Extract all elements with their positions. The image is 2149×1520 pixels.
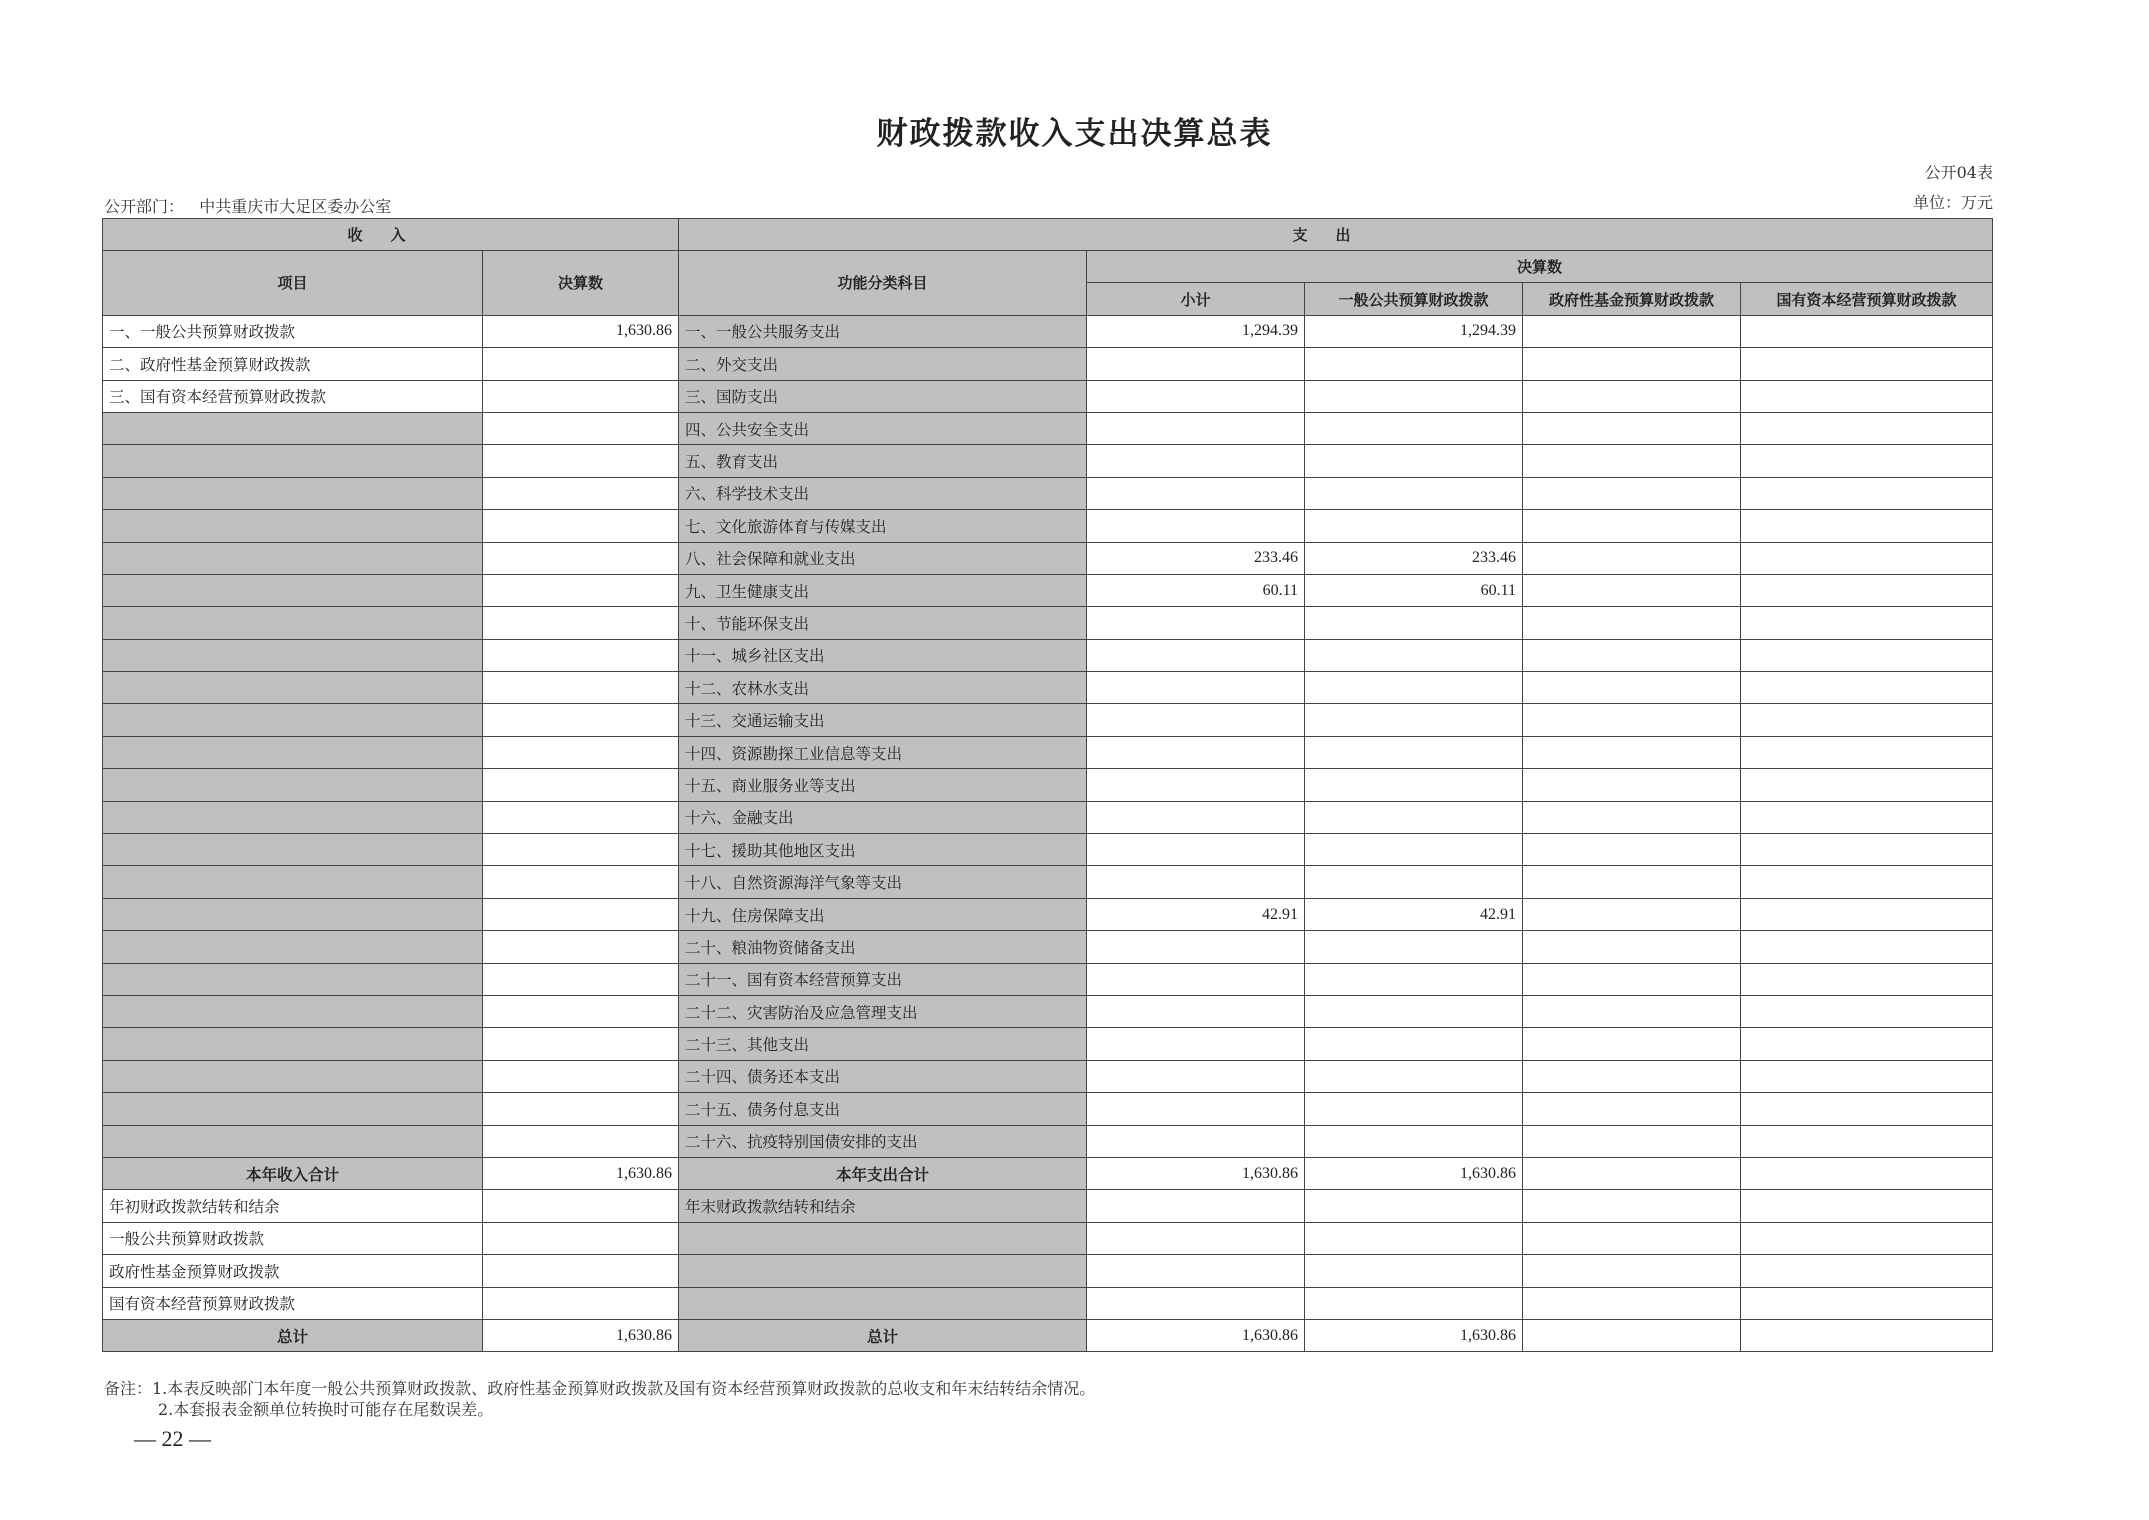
subtotal-value bbox=[1087, 866, 1305, 898]
general-budget-value bbox=[1305, 704, 1523, 736]
soe-capital-value bbox=[1741, 1255, 1993, 1287]
gov-fund-value bbox=[1523, 866, 1741, 898]
table-row bbox=[103, 380, 1993, 412]
expense-section-header: 支出 bbox=[679, 219, 1993, 251]
gov-fund-value bbox=[1523, 445, 1741, 477]
soe-capital-value bbox=[1741, 1060, 1993, 1092]
gov-fund-value bbox=[1523, 1287, 1741, 1319]
subtotal-value bbox=[1087, 1028, 1305, 1060]
soe-capital-value bbox=[1741, 1157, 1993, 1189]
income-label bbox=[103, 704, 483, 736]
gov-fund-value bbox=[1523, 380, 1741, 412]
soe-capital-header: 国有资本经营预算财政拨款 bbox=[1741, 283, 1993, 315]
income-value bbox=[483, 866, 679, 898]
expense-label: 二十、粮油物资储备支出 bbox=[679, 931, 1087, 963]
income-label bbox=[103, 607, 483, 639]
expense-label: 八、社会保障和就业支出 bbox=[679, 542, 1087, 574]
income-value bbox=[483, 1093, 679, 1125]
table-row bbox=[103, 445, 1993, 477]
soe-capital-value bbox=[1741, 866, 1993, 898]
carryover-row bbox=[103, 1222, 1993, 1254]
table-row bbox=[103, 801, 1993, 833]
expense-label: 本年支出合计 bbox=[679, 1157, 1087, 1189]
table-number: 公开04表 bbox=[1924, 163, 1993, 182]
income-value bbox=[483, 801, 679, 833]
table-row bbox=[103, 995, 1993, 1027]
subtotal-value bbox=[1087, 963, 1305, 995]
carryover-row bbox=[103, 1190, 1993, 1222]
subtotal-value: 1,630.86 bbox=[1087, 1319, 1305, 1351]
gov-fund-value bbox=[1523, 348, 1741, 380]
soe-capital-value bbox=[1741, 1287, 1993, 1319]
gov-fund-value bbox=[1523, 963, 1741, 995]
subtotal-value: 233.46 bbox=[1087, 542, 1305, 574]
income-label bbox=[103, 995, 483, 1027]
income-label bbox=[103, 866, 483, 898]
income-label: 年初财政拨款结转和结余 bbox=[103, 1190, 483, 1222]
soe-capital-value bbox=[1741, 1222, 1993, 1254]
income-value bbox=[483, 542, 679, 574]
general-budget-value bbox=[1305, 834, 1523, 866]
soe-capital-value bbox=[1741, 736, 1993, 768]
subtotal-value bbox=[1087, 1287, 1305, 1319]
soe-capital-value bbox=[1741, 1125, 1993, 1157]
income-value bbox=[483, 1060, 679, 1092]
income-value bbox=[483, 574, 679, 606]
general-budget-value bbox=[1305, 1222, 1523, 1254]
soe-capital-value bbox=[1741, 1319, 1993, 1351]
soe-capital-value bbox=[1741, 704, 1993, 736]
income-label: 总计 bbox=[103, 1319, 483, 1351]
income-label: 一、一般公共预算财政拨款 bbox=[103, 315, 483, 347]
expense-label: 十七、援助其他地区支出 bbox=[679, 834, 1087, 866]
income-label bbox=[103, 963, 483, 995]
table-body bbox=[103, 315, 1993, 1352]
general-budget-value bbox=[1305, 1060, 1523, 1092]
expense-label: 年末财政拨款结转和结余 bbox=[679, 1190, 1087, 1222]
subtotal-value: 42.91 bbox=[1087, 898, 1305, 930]
income-label bbox=[103, 542, 483, 574]
income-label: 政府性基金预算财政拨款 bbox=[103, 1255, 483, 1287]
general-budget-value bbox=[1305, 1190, 1523, 1222]
soe-capital-value bbox=[1741, 963, 1993, 995]
income-value bbox=[483, 898, 679, 930]
expense-label: 二十五、债务付息支出 bbox=[679, 1093, 1087, 1125]
subtotal-value: 1,294.39 bbox=[1087, 315, 1305, 347]
func-class-header: 功能分类科目 bbox=[679, 251, 1087, 316]
expense-label bbox=[679, 1255, 1087, 1287]
general-budget-value bbox=[1305, 931, 1523, 963]
grand-total-row bbox=[103, 1319, 1993, 1351]
table-row bbox=[103, 607, 1993, 639]
gov-fund-value bbox=[1523, 672, 1741, 704]
table-row bbox=[103, 1093, 1993, 1125]
expense-label: 三、国防支出 bbox=[679, 380, 1087, 412]
soe-capital-value bbox=[1741, 672, 1993, 704]
soe-capital-value bbox=[1741, 639, 1993, 671]
general-budget-value bbox=[1305, 995, 1523, 1027]
subtotal-value bbox=[1087, 477, 1305, 509]
note-line-2: 2.本套报表金额单位转换时可能存在尾数误差。 bbox=[158, 1400, 494, 1419]
table-row bbox=[103, 639, 1993, 671]
soe-capital-value bbox=[1741, 348, 1993, 380]
gov-fund-value bbox=[1523, 1190, 1741, 1222]
general-budget-value bbox=[1305, 477, 1523, 509]
income-label: 二、政府性基金预算财政拨款 bbox=[103, 348, 483, 380]
general-budget-value bbox=[1305, 866, 1523, 898]
table-row bbox=[103, 834, 1993, 866]
income-label bbox=[103, 510, 483, 542]
year-total-row bbox=[103, 1157, 1993, 1189]
expense-label: 十六、金融支出 bbox=[679, 801, 1087, 833]
gov-fund-value bbox=[1523, 315, 1741, 347]
subtotal-value bbox=[1087, 672, 1305, 704]
table-row bbox=[103, 672, 1993, 704]
soe-capital-value bbox=[1741, 510, 1993, 542]
income-value bbox=[483, 1287, 679, 1319]
gov-fund-value bbox=[1523, 1028, 1741, 1060]
subtotal-value bbox=[1087, 834, 1305, 866]
income-label bbox=[103, 736, 483, 768]
soe-capital-value bbox=[1741, 315, 1993, 347]
expense-label: 二十四、债务还本支出 bbox=[679, 1060, 1087, 1092]
income-label: 国有资本经营预算财政拨款 bbox=[103, 1287, 483, 1319]
income-value bbox=[483, 963, 679, 995]
income-value bbox=[483, 1125, 679, 1157]
report-title: 财政拨款收入支出决算总表 bbox=[876, 116, 1273, 152]
table-row bbox=[103, 348, 1993, 380]
subtotal-value bbox=[1087, 736, 1305, 768]
income-value bbox=[483, 477, 679, 509]
income-value bbox=[483, 607, 679, 639]
carryover-row bbox=[103, 1287, 1993, 1319]
expense-label: 十二、农林水支出 bbox=[679, 672, 1087, 704]
subtotal-value bbox=[1087, 348, 1305, 380]
gov-fund-value bbox=[1523, 412, 1741, 444]
general-budget-value: 60.11 bbox=[1305, 574, 1523, 606]
amount-header: 决算数 bbox=[483, 251, 679, 316]
soe-capital-value bbox=[1741, 1028, 1993, 1060]
table-row bbox=[103, 898, 1993, 930]
budget-table bbox=[102, 218, 1993, 1352]
general-budget-value bbox=[1305, 412, 1523, 444]
subtotal-value bbox=[1087, 769, 1305, 801]
general-budget-value bbox=[1305, 445, 1523, 477]
general-budget-header: 一般公共预算财政拨款 bbox=[1305, 283, 1523, 315]
income-value: 1,630.86 bbox=[483, 1319, 679, 1351]
subtotal-value: 60.11 bbox=[1087, 574, 1305, 606]
general-budget-value bbox=[1305, 801, 1523, 833]
gov-fund-value bbox=[1523, 995, 1741, 1027]
soe-capital-value bbox=[1741, 995, 1993, 1027]
general-budget-value: 233.46 bbox=[1305, 542, 1523, 574]
table-row bbox=[103, 542, 1993, 574]
section-header-row bbox=[103, 219, 1993, 251]
income-label bbox=[103, 1028, 483, 1060]
expense-label: 六、科学技术支出 bbox=[679, 477, 1087, 509]
income-label bbox=[103, 477, 483, 509]
income-label bbox=[103, 639, 483, 671]
income-section-header: 收入 bbox=[103, 219, 679, 251]
soe-capital-value bbox=[1741, 412, 1993, 444]
table-row bbox=[103, 866, 1993, 898]
general-budget-value: 1,630.86 bbox=[1305, 1157, 1523, 1189]
expense-label: 十九、住房保障支出 bbox=[679, 898, 1087, 930]
income-value bbox=[483, 639, 679, 671]
expense-label bbox=[679, 1222, 1087, 1254]
general-budget-value bbox=[1305, 639, 1523, 671]
subtotal-value bbox=[1087, 607, 1305, 639]
table-row bbox=[103, 1060, 1993, 1092]
table-row bbox=[103, 963, 1993, 995]
gov-fund-value bbox=[1523, 1093, 1741, 1125]
income-value bbox=[483, 769, 679, 801]
subtotal-value bbox=[1087, 412, 1305, 444]
gov-fund-value bbox=[1523, 1319, 1741, 1351]
income-value: 1,630.86 bbox=[483, 1157, 679, 1189]
subtotal-value bbox=[1087, 1060, 1305, 1092]
soe-capital-value bbox=[1741, 380, 1993, 412]
general-budget-value bbox=[1305, 672, 1523, 704]
column-header-row bbox=[103, 251, 1993, 283]
expense-label: 十三、交通运输支出 bbox=[679, 704, 1087, 736]
subtotal-value bbox=[1087, 1125, 1305, 1157]
soe-capital-value bbox=[1741, 801, 1993, 833]
gov-fund-value bbox=[1523, 769, 1741, 801]
table-row bbox=[103, 736, 1993, 768]
soe-capital-value bbox=[1741, 1093, 1993, 1125]
subtotal-value bbox=[1087, 704, 1305, 736]
expense-label: 二十一、国有资本经营预算支出 bbox=[679, 963, 1087, 995]
expense-label: 二、外交支出 bbox=[679, 348, 1087, 380]
table-row bbox=[103, 704, 1993, 736]
expense-label: 二十二、灾害防治及应急管理支出 bbox=[679, 995, 1087, 1027]
income-label: 一般公共预算财政拨款 bbox=[103, 1222, 483, 1254]
income-value bbox=[483, 672, 679, 704]
soe-capital-value bbox=[1741, 445, 1993, 477]
income-label: 本年收入合计 bbox=[103, 1157, 483, 1189]
soe-capital-value bbox=[1741, 542, 1993, 574]
income-label bbox=[103, 1093, 483, 1125]
general-budget-value bbox=[1305, 1287, 1523, 1319]
gov-fund-value bbox=[1523, 898, 1741, 930]
general-budget-value bbox=[1305, 510, 1523, 542]
table-row bbox=[103, 1028, 1993, 1060]
gov-fund-value bbox=[1523, 574, 1741, 606]
subtotal-value: 1,630.86 bbox=[1087, 1157, 1305, 1189]
expense-label: 十八、自然资源海洋气象等支出 bbox=[679, 866, 1087, 898]
income-label bbox=[103, 672, 483, 704]
gov-fund-value bbox=[1523, 834, 1741, 866]
subtotal-value bbox=[1087, 1190, 1305, 1222]
soe-capital-value bbox=[1741, 931, 1993, 963]
expense-label: 十五、商业服务业等支出 bbox=[679, 769, 1087, 801]
subtotal-value bbox=[1087, 510, 1305, 542]
income-value bbox=[483, 412, 679, 444]
income-value bbox=[483, 1222, 679, 1254]
gov-fund-value bbox=[1523, 1222, 1741, 1254]
income-label bbox=[103, 1060, 483, 1092]
gov-fund-header: 政府性基金预算财政拨款 bbox=[1523, 283, 1741, 315]
soe-capital-value bbox=[1741, 769, 1993, 801]
page-number: — 22 — bbox=[134, 1426, 211, 1451]
income-value bbox=[483, 380, 679, 412]
general-budget-value bbox=[1305, 1255, 1523, 1287]
income-value bbox=[483, 736, 679, 768]
expense-label: 二十三、其他支出 bbox=[679, 1028, 1087, 1060]
income-label bbox=[103, 931, 483, 963]
income-label bbox=[103, 445, 483, 477]
income-value bbox=[483, 348, 679, 380]
general-budget-value bbox=[1305, 380, 1523, 412]
general-budget-value bbox=[1305, 769, 1523, 801]
income-label bbox=[103, 769, 483, 801]
notes bbox=[104, 1378, 1095, 1420]
general-budget-value bbox=[1305, 1125, 1523, 1157]
general-budget-value bbox=[1305, 607, 1523, 639]
gov-fund-value bbox=[1523, 801, 1741, 833]
expense-label bbox=[679, 1287, 1087, 1319]
income-value bbox=[483, 704, 679, 736]
expense-label: 一、一般公共服务支出 bbox=[679, 315, 1087, 347]
income-label bbox=[103, 801, 483, 833]
general-budget-value: 42.91 bbox=[1305, 898, 1523, 930]
income-value bbox=[483, 510, 679, 542]
gov-fund-value bbox=[1523, 736, 1741, 768]
gov-fund-value bbox=[1523, 542, 1741, 574]
income-label bbox=[103, 898, 483, 930]
income-value bbox=[483, 995, 679, 1027]
table-row bbox=[103, 769, 1993, 801]
expense-label: 十一、城乡社区支出 bbox=[679, 639, 1087, 671]
unit-label: 单位：万元 bbox=[1912, 193, 1993, 212]
income-value bbox=[483, 931, 679, 963]
expense-label: 十四、资源勘探工业信息等支出 bbox=[679, 736, 1087, 768]
gov-fund-value bbox=[1523, 477, 1741, 509]
table-row bbox=[103, 412, 1993, 444]
gov-fund-value bbox=[1523, 510, 1741, 542]
gov-fund-value bbox=[1523, 704, 1741, 736]
subtotal-value bbox=[1087, 380, 1305, 412]
income-value bbox=[483, 1255, 679, 1287]
subtotal-value bbox=[1087, 995, 1305, 1027]
subtotal-value bbox=[1087, 1255, 1305, 1287]
table-row bbox=[103, 510, 1993, 542]
gov-fund-value bbox=[1523, 931, 1741, 963]
expense-label: 四、公共安全支出 bbox=[679, 412, 1087, 444]
expense-label: 二十六、抗疫特别国债安排的支出 bbox=[679, 1125, 1087, 1157]
soe-capital-value bbox=[1741, 477, 1993, 509]
income-value bbox=[483, 834, 679, 866]
subtotal-header: 小计 bbox=[1087, 283, 1305, 315]
subtotal-value bbox=[1087, 801, 1305, 833]
income-value bbox=[483, 1028, 679, 1060]
general-budget-value bbox=[1305, 963, 1523, 995]
income-label bbox=[103, 834, 483, 866]
department-label: 公开部门： 中共重庆市大足区委办公室 bbox=[104, 197, 392, 216]
subtotal-value bbox=[1087, 1222, 1305, 1254]
soe-capital-value bbox=[1741, 898, 1993, 930]
expense-label: 五、教育支出 bbox=[679, 445, 1087, 477]
gov-fund-value bbox=[1523, 607, 1741, 639]
subtotal-value bbox=[1087, 1093, 1305, 1125]
income-value: 1,630.86 bbox=[483, 315, 679, 347]
income-value bbox=[483, 445, 679, 477]
carryover-row bbox=[103, 1255, 1993, 1287]
gov-fund-value bbox=[1523, 1157, 1741, 1189]
final-amount-header: 决算数 bbox=[1087, 251, 1993, 283]
soe-capital-value bbox=[1741, 834, 1993, 866]
subtotal-value bbox=[1087, 445, 1305, 477]
expense-label: 九、卫生健康支出 bbox=[679, 574, 1087, 606]
gov-fund-value bbox=[1523, 1060, 1741, 1092]
income-value bbox=[483, 1190, 679, 1222]
gov-fund-value bbox=[1523, 1125, 1741, 1157]
income-label bbox=[103, 1125, 483, 1157]
table-row bbox=[103, 477, 1993, 509]
general-budget-value: 1,294.39 bbox=[1305, 315, 1523, 347]
general-budget-value bbox=[1305, 348, 1523, 380]
subtotal-value bbox=[1087, 639, 1305, 671]
table-row bbox=[103, 1125, 1993, 1157]
table-row bbox=[103, 574, 1993, 606]
expense-label: 总计 bbox=[679, 1319, 1087, 1351]
expense-label: 十、节能环保支出 bbox=[679, 607, 1087, 639]
item-header: 项目 bbox=[103, 251, 483, 316]
general-budget-value: 1,630.86 bbox=[1305, 1319, 1523, 1351]
soe-capital-value bbox=[1741, 574, 1993, 606]
gov-fund-value bbox=[1523, 639, 1741, 671]
income-label: 三、国有资本经营预算财政拨款 bbox=[103, 380, 483, 412]
general-budget-value bbox=[1305, 1028, 1523, 1060]
gov-fund-value bbox=[1523, 1255, 1741, 1287]
soe-capital-value bbox=[1741, 1190, 1993, 1222]
expense-label: 七、文化旅游体育与传媒支出 bbox=[679, 510, 1087, 542]
table-row bbox=[103, 931, 1993, 963]
note-line-1: 备注：1.本表反映部门本年度一般公共预算财政拨款、政府性基金预算财政拨款及国有资本经营预算财政拨款的总收支和年末结转结余情况。 bbox=[104, 1379, 1096, 1398]
income-label bbox=[103, 574, 483, 606]
soe-capital-value bbox=[1741, 607, 1993, 639]
general-budget-value bbox=[1305, 1093, 1523, 1125]
income-label bbox=[103, 412, 483, 444]
general-budget-value bbox=[1305, 736, 1523, 768]
subtotal-value bbox=[1087, 931, 1305, 963]
table-row bbox=[103, 315, 1993, 347]
